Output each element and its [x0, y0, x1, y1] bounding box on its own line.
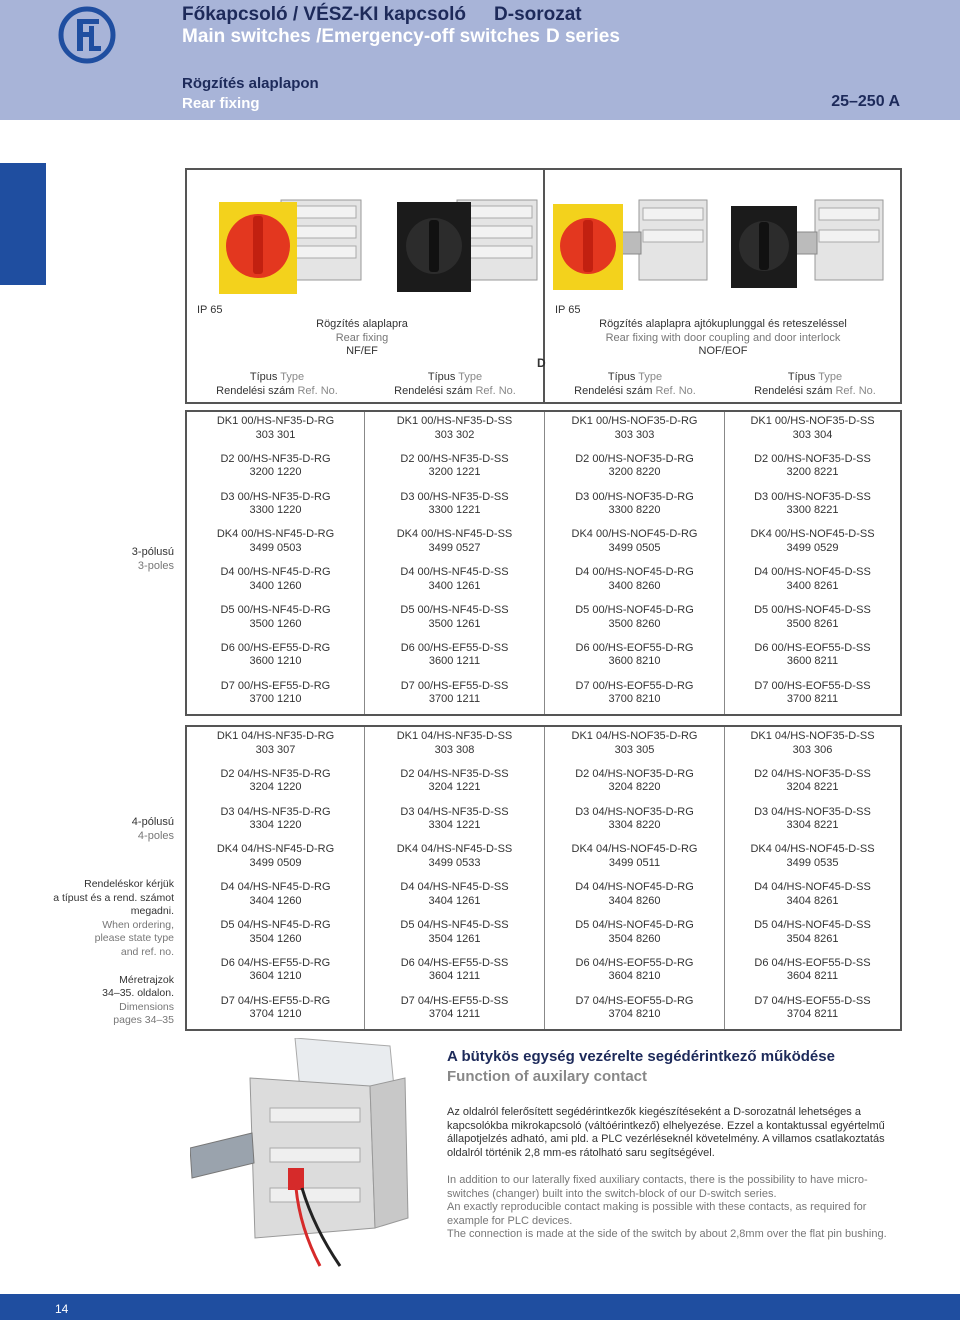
- ref-number: 3300 1221: [428, 504, 481, 517]
- type-code: D7 04/HS-EOF55-D-RG: [575, 994, 694, 1007]
- type-code: D4 04/HS-NOF45-D-RG: [575, 881, 694, 894]
- table-cell: [187, 727, 365, 765]
- ref-number: 3500 8261: [786, 617, 839, 630]
- type-code: DK1 04/HS-NOF35-D-SS: [750, 730, 875, 742]
- ref-number: 3600 1211: [428, 655, 481, 668]
- ref-number: 3504 1260: [249, 932, 302, 945]
- ref-number: 3499 0535: [786, 856, 839, 869]
- ref-number: 3304 8221: [786, 819, 839, 832]
- type-code: D4 04/HS-NOF45-D-SS: [754, 881, 871, 894]
- type-code: D2 04/HS-NF35-D-RG: [220, 767, 331, 780]
- type-code: D4 00/HS-NF45-D-SS: [400, 566, 509, 579]
- table-cell: [545, 916, 725, 954]
- side-tab: [0, 163, 46, 285]
- table-cell: [545, 563, 725, 601]
- ref-number: 3700 8210: [608, 693, 661, 706]
- type-code: DK4 00/HS-NF45-D-RG: [216, 528, 335, 541]
- column-header-1: Típus Type Rendelési szám Ref. No.: [216, 371, 338, 397]
- type-code: DK1 04/HS-NOF35-D-RG: [571, 730, 698, 742]
- ref-number: 3700 8211: [786, 693, 839, 706]
- table-cell: [545, 992, 725, 1030]
- table-cell: [365, 450, 545, 488]
- ip-rating-left: IP 65: [197, 304, 223, 316]
- type-code: D2 00/HS-NOF35-D-SS: [754, 452, 871, 465]
- table-cell: [365, 412, 545, 450]
- title-english: Main switches /Emergency-off switches D series: [182, 26, 620, 47]
- type-code: D6 04/HS-EOF55-D-RG: [575, 956, 694, 969]
- ref-number: 3304 1221: [428, 819, 481, 832]
- ref-number: 3700 1210: [249, 693, 302, 706]
- type-code: DK4 04/HS-NF45-D-RG: [216, 843, 335, 856]
- type-code: DK1 00/HS-NF35-D-SS: [396, 415, 513, 427]
- table-cell: [187, 488, 365, 526]
- column-header-2: Típus Type Rendelési szám Ref. No.: [394, 371, 516, 397]
- table-cell: [725, 450, 900, 488]
- type-code: D5 00/HS-NOF45-D-RG: [575, 603, 694, 616]
- ref-number: 3499 0533: [428, 856, 481, 869]
- table-cell: [545, 840, 725, 878]
- auxiliary-contact-image: [190, 1038, 430, 1270]
- ref-number: 3504 8261: [786, 932, 839, 945]
- ref-number: 3604 1211: [428, 970, 481, 983]
- table-cell: [545, 450, 725, 488]
- table-cell: [725, 878, 900, 916]
- product-image-box: [185, 168, 902, 404]
- table-cell: [365, 954, 545, 992]
- table-3-poles: [185, 410, 902, 716]
- table-cell: [725, 677, 900, 715]
- ref-number: 3600 1210: [249, 655, 302, 668]
- aux-heading-hu: A bütykös egység vezérelte segédérintkező működése: [447, 1048, 835, 1065]
- type-code: D3 04/HS-NF35-D-SS: [400, 805, 509, 818]
- ref-number: 3499 0509: [249, 856, 302, 869]
- table-cell: [365, 916, 545, 954]
- ref-number: 3504 8260: [608, 932, 661, 945]
- table-cell: [725, 916, 900, 954]
- page-number: 14: [55, 1302, 69, 1316]
- subtitle-english: Rear fixing: [182, 95, 260, 112]
- type-code: DK1 04/HS-NF35-D-RG: [216, 730, 335, 742]
- ref-number: 3700 1211: [428, 693, 481, 706]
- ref-number: 3200 1221: [428, 466, 481, 479]
- ref-number: 3200 8221: [786, 466, 839, 479]
- table-cell: [365, 639, 545, 677]
- ref-number: 3499 0529: [786, 541, 839, 554]
- aux-heading-en: Function of auxilary contact: [447, 1068, 648, 1085]
- table-cell: [187, 450, 365, 488]
- table-cell: [545, 488, 725, 526]
- ref-number: 3400 1260: [249, 579, 302, 592]
- fe-circle-logo-icon: [58, 6, 116, 64]
- table-cell: [365, 803, 545, 841]
- ref-number: 3204 8220: [608, 781, 661, 794]
- table-cell: [545, 412, 725, 450]
- ref-number: 3604 8210: [608, 970, 661, 983]
- ref-number: 3704 8211: [786, 1008, 839, 1021]
- ref-number: 3400 8260: [608, 579, 661, 592]
- ref-number: 3400 8261: [786, 579, 839, 592]
- type-code: DK4 04/HS-NOF45-D-RG: [571, 843, 698, 856]
- table-cell: [187, 563, 365, 601]
- table-cell: [365, 488, 545, 526]
- type-code: DK1 00/HS-NOF35-D-SS: [750, 415, 875, 427]
- table-cell: [545, 765, 725, 803]
- table-cell: [365, 878, 545, 916]
- ref-number: 3200 8220: [608, 466, 661, 479]
- table-cell: [365, 992, 545, 1030]
- ref-number: 3200 1220: [249, 466, 302, 479]
- table-cell: [187, 412, 365, 450]
- column-header-4: Típus Type Rendelési szám Ref. No.: [754, 371, 876, 397]
- table-cell: [725, 840, 900, 878]
- type-code: DK4 04/HS-NOF45-D-SS: [750, 843, 875, 856]
- type-code: D7 00/HS-EF55-D-RG: [220, 679, 331, 692]
- type-code: D5 00/HS-NF45-D-RG: [220, 603, 331, 616]
- table-cell: [725, 563, 900, 601]
- ref-number: 3304 8220: [608, 819, 661, 832]
- current-range: 25–250 A: [831, 93, 900, 110]
- type-code: DK4 00/HS-NF45-D-SS: [396, 528, 513, 541]
- ref-number: 3704 1210: [249, 1008, 302, 1021]
- table-cell: [187, 916, 365, 954]
- table-cell: [725, 639, 900, 677]
- type-code: D3 00/HS-NF35-D-SS: [400, 490, 509, 503]
- ref-number: 3500 1261: [428, 617, 481, 630]
- type-code: D2 04/HS-NF35-D-SS: [400, 767, 509, 780]
- table-cell: [187, 525, 365, 563]
- ref-number: 3504 1261: [428, 932, 481, 945]
- table-cell: [725, 525, 900, 563]
- type-code: D4 00/HS-NF45-D-RG: [220, 566, 331, 579]
- type-code: D5 04/HS-NOF45-D-RG: [575, 918, 694, 931]
- table-cell: [365, 677, 545, 715]
- ref-number: 3204 8221: [786, 781, 839, 794]
- caption-rear-fixing: Rögzítés alaplapra Rear fixing NF/EF: [316, 318, 408, 357]
- type-code: D5 04/HS-NF45-D-RG: [220, 918, 331, 931]
- table-cell: [187, 878, 365, 916]
- page-footer: [0, 1294, 960, 1320]
- table-cell: [725, 954, 900, 992]
- label-3-poles: 3-pólusú 3-poles: [131, 546, 174, 572]
- type-code: D2 04/HS-NOF35-D-RG: [575, 767, 694, 780]
- type-code: D2 00/HS-NF35-D-SS: [400, 452, 509, 465]
- type-code: D7 04/HS-EF55-D-RG: [220, 994, 331, 1007]
- table-cell: [545, 639, 725, 677]
- type-code: D5 00/HS-NF45-D-SS: [400, 603, 509, 616]
- type-code: D3 04/HS-NF35-D-RG: [220, 805, 331, 818]
- table-cell: [187, 954, 365, 992]
- subtitle-hungarian: Rögzítés alaplapon: [182, 75, 319, 92]
- table-cell: [187, 601, 365, 639]
- series-letter: D: [537, 356, 546, 370]
- type-code: D2 04/HS-NOF35-D-SS: [754, 767, 871, 780]
- type-code: D4 00/HS-NOF45-D-RG: [575, 566, 694, 579]
- table-cell: [187, 803, 365, 841]
- type-code: D5 04/HS-NF45-D-SS: [400, 918, 509, 931]
- type-code: D6 00/HS-EF55-D-RG: [220, 641, 331, 654]
- type-code: D3 00/HS-NOF35-D-SS: [754, 490, 871, 503]
- table-cell: [545, 727, 725, 765]
- ip-rating-right: IP 65: [555, 304, 581, 316]
- ref-number: 3400 1261: [428, 579, 481, 592]
- table-cell: [725, 601, 900, 639]
- type-code: DK1 04/HS-NF35-D-SS: [396, 730, 513, 742]
- table-cell: [725, 765, 900, 803]
- table-cell: [365, 727, 545, 765]
- type-code: D4 04/HS-NF45-D-RG: [220, 881, 331, 894]
- ref-number: 3499 0527: [428, 541, 481, 554]
- ref-number: 303 301: [255, 428, 296, 441]
- title-hungarian: Főkapcsoló / VÉSZ-KI kapcsoló D-sorozat: [182, 4, 582, 25]
- table-cell: [365, 765, 545, 803]
- ref-number: 303 307: [255, 743, 296, 756]
- ref-number: 3204 1220: [249, 781, 302, 794]
- ref-number: 3704 8210: [608, 1008, 661, 1021]
- label-4-poles: 4-pólusú 4-poles: [131, 816, 174, 842]
- ref-number: 303 302: [434, 428, 475, 441]
- type-code: D6 00/HS-EOF55-D-SS: [754, 641, 871, 654]
- type-code: DK1 00/HS-NOF35-D-RG: [571, 415, 698, 427]
- table-cell: [365, 840, 545, 878]
- switch-black-image: [387, 182, 547, 300]
- ref-number: 3500 1260: [249, 617, 302, 630]
- switch-black-door-coupling-image: [727, 182, 887, 300]
- type-code: D5 00/HS-NOF45-D-SS: [754, 603, 871, 616]
- ref-number: 303 306: [792, 743, 833, 756]
- table-cell: [187, 677, 365, 715]
- type-code: D3 04/HS-NOF35-D-RG: [575, 805, 694, 818]
- table-cell: [545, 677, 725, 715]
- ref-number: 3300 8220: [608, 504, 661, 517]
- ordering-note: Rendeléskor kérjük a típust és a rend. számot megadni. When ordering, please state type and ref. no. Méretrajzok 34–35. oldalon. Dimensions pages 34–35: [53, 878, 174, 1027]
- table-cell: [725, 412, 900, 450]
- type-code: D7 04/HS-EF55-D-SS: [400, 994, 509, 1007]
- page-header: [0, 0, 960, 120]
- table-cell: [725, 992, 900, 1030]
- table-cell: [725, 488, 900, 526]
- ref-number: 3304 1220: [249, 819, 302, 832]
- type-code: D3 00/HS-NF35-D-RG: [220, 490, 331, 503]
- ref-number: 3604 8211: [786, 970, 839, 983]
- ref-number: 303 303: [614, 428, 655, 441]
- table-4-poles: [185, 725, 902, 1031]
- type-code: D6 04/HS-EF55-D-SS: [400, 956, 509, 969]
- table-cell: [545, 525, 725, 563]
- type-code: DK4 00/HS-NOF45-D-SS: [750, 528, 875, 541]
- table-cell: [187, 992, 365, 1030]
- type-code: D3 04/HS-NOF35-D-SS: [754, 805, 871, 818]
- type-code: D7 00/HS-EOF55-D-RG: [575, 679, 694, 692]
- table-cell: [725, 727, 900, 765]
- table-cell: [545, 954, 725, 992]
- ref-number: 3500 8260: [608, 617, 661, 630]
- ref-number: 3404 1261: [428, 894, 481, 907]
- ref-number: 3604 1210: [249, 970, 302, 983]
- ref-number: 3204 1221: [428, 781, 481, 794]
- type-code: D2 00/HS-NF35-D-RG: [220, 452, 331, 465]
- caption-rear-fixing-door-coupling: Rögzítés alaplapra ajtókuplunggal és reteszeléssel Rear fixing with door coupling and door interlock NOF/EOF: [599, 318, 847, 357]
- type-code: DK1 00/HS-NF35-D-RG: [216, 415, 335, 427]
- ref-number: 3704 1211: [428, 1008, 481, 1021]
- aux-paragraph-hu: Az oldalról felerősített segédérintkezők kiegészítéseként a D-sorozatnál lehetséges a kapcsolókba mikrokapcsoló (váltóérintkező) elhelyezése. Ezzel a kontaktussal egyértelmű állapotjelzés adható, ami pld. a PLC vezérléseknél követelmény. A villamos csatlakoztatás oldalról történik 2,8 mm-es rátolható saru segítségével.: [447, 1106, 885, 1159]
- table-cell: [365, 601, 545, 639]
- aux-paragraph-en: In addition to our laterally fixed auxiliary contacts, there is the possibility to have micro-switches (changer) built into the switch-block of our D-switch series. An exactly reproducible contact making is possible with these contacts, as required for example for PLC devices. The connection is made at the side of the switch by about 2,8mm over the flat pin bushing.: [447, 1174, 887, 1241]
- column-header-3: Típus Type Rendelési szám Ref. No.: [574, 371, 696, 397]
- type-code: D7 04/HS-EOF55-D-SS: [754, 994, 871, 1007]
- ref-number: 303 308: [434, 743, 475, 756]
- table-cell: [187, 840, 365, 878]
- ref-number: 3499 0505: [608, 541, 661, 554]
- type-code: D6 00/HS-EOF55-D-RG: [575, 641, 694, 654]
- ref-number: 3404 8260: [608, 894, 661, 907]
- ref-number: 3404 1260: [249, 894, 302, 907]
- type-code: D4 00/HS-NOF45-D-SS: [754, 566, 871, 579]
- table-cell: [187, 639, 365, 677]
- type-code: DK4 04/HS-NF45-D-SS: [396, 843, 513, 856]
- ref-number: 3404 8261: [786, 894, 839, 907]
- type-code: D2 00/HS-NOF35-D-RG: [575, 452, 694, 465]
- type-code: D3 00/HS-NOF35-D-RG: [575, 490, 694, 503]
- ref-number: 3600 8211: [786, 655, 839, 668]
- type-code: D7 00/HS-EF55-D-SS: [400, 679, 509, 692]
- switch-red-yellow-door-coupling-image: [551, 182, 711, 300]
- switch-red-yellow-image: [211, 182, 371, 300]
- ref-number: 3600 8210: [608, 655, 661, 668]
- type-code: D6 04/HS-EF55-D-RG: [220, 956, 331, 969]
- type-code: DK4 00/HS-NOF45-D-RG: [571, 528, 698, 541]
- ref-number: 3300 1220: [249, 504, 302, 517]
- ref-number: 3499 0503: [249, 541, 302, 554]
- type-code: D6 00/HS-EF55-D-SS: [400, 641, 509, 654]
- table-cell: [187, 765, 365, 803]
- table-cell: [545, 878, 725, 916]
- table-cell: [545, 601, 725, 639]
- ref-number: 303 304: [792, 428, 833, 441]
- type-code: D5 04/HS-NOF45-D-SS: [754, 918, 871, 931]
- type-code: D6 04/HS-EOF55-D-SS: [754, 956, 871, 969]
- type-code: D4 04/HS-NF45-D-SS: [400, 881, 509, 894]
- ref-number: 303 305: [614, 743, 655, 756]
- table-cell: [365, 563, 545, 601]
- table-cell: [365, 525, 545, 563]
- ref-number: 3499 0511: [608, 856, 661, 869]
- table-cell: [545, 803, 725, 841]
- table-cell: [725, 803, 900, 841]
- ref-number: 3300 8221: [786, 504, 839, 517]
- type-code: D7 00/HS-EOF55-D-SS: [754, 679, 871, 692]
